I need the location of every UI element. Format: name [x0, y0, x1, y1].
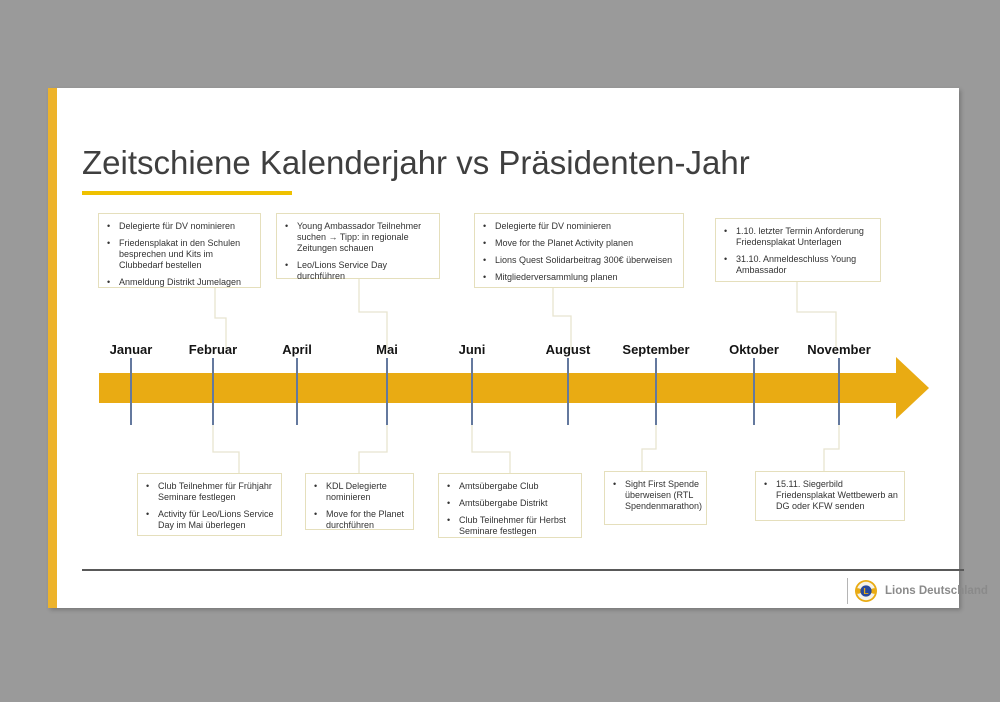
- callout-item: • Leo/Lions Service Day durchführen: [281, 260, 433, 282]
- bottom-callout-box-juni: [438, 473, 582, 538]
- callout-item: • Friedensplakat in den Schulen besprechen und Kits im Clubbedarf bestellen: [103, 238, 254, 271]
- bottom-callout-box-februar: [137, 473, 282, 536]
- callout-item: • KDL Delegierte nominieren: [310, 481, 407, 503]
- month-label: April: [282, 342, 312, 357]
- top-callout-box-april-mai: [276, 213, 440, 279]
- callout-item: • Amtsübergabe Distrikt: [443, 498, 575, 509]
- month-tick: [567, 358, 569, 425]
- month-tick: [212, 358, 214, 425]
- title-underline: [82, 191, 292, 195]
- callout-item: • Move for the Planet Activity planen: [479, 238, 677, 249]
- callout-item: • Club Teilnehmer für Frühjahr Seminare festlegen: [142, 481, 275, 503]
- month-label: Oktober: [729, 342, 779, 357]
- month-label: Mai: [376, 342, 398, 357]
- month-tick: [753, 358, 755, 425]
- month-tick: [130, 358, 132, 425]
- callout-item: • Sight First Spende überweisen (RTL Spendenmarathon): [609, 479, 700, 512]
- callout-item: • Club Teilnehmer für Herbst Seminare festlegen: [443, 515, 575, 537]
- page-title: Zeitschiene Kalenderjahr vs Präsidenten-Jahr: [82, 144, 750, 181]
- presentation-slide: [48, 88, 988, 608]
- callout-item: • Move for the Planet durchführen: [310, 509, 407, 531]
- bottom-callout-box-september: [604, 471, 707, 525]
- month-label: August: [545, 342, 591, 357]
- footer-divider: [847, 578, 848, 604]
- callout-item: • 15.11. Siegerbild Friedensplakat Wettbewerb an DG oder KFW senden: [760, 479, 898, 512]
- month-label: Februar: [188, 342, 238, 357]
- callout-item: • Activity für Leo/Lions Service Day im Mai überlegen: [142, 509, 275, 531]
- top-callout-box-januar: [98, 213, 261, 288]
- month-tick: [386, 358, 388, 425]
- lions-logo-icon: [854, 579, 878, 603]
- callout-item: • Young Ambassador Teilnehmer suchen → Tipp: in regionale Zeitungen schauen: [281, 221, 433, 254]
- month-label: Juni: [458, 342, 486, 357]
- callout-item: • Amtsübergabe Club: [443, 481, 575, 492]
- bottom-callout-box-mai: [305, 473, 414, 530]
- callout-item: • Delegierte für DV nominieren: [103, 221, 254, 232]
- callout-item: • Mitgliederversammlung planen: [479, 272, 677, 283]
- month-tick: [471, 358, 473, 425]
- top-callout-box-juni-august: [474, 213, 684, 288]
- top-callout-box-oktober: [715, 218, 881, 282]
- callout-item: • 1.10. letzter Termin Anforderung Friedensplakat Unterlagen: [720, 226, 874, 248]
- month-label: Januar: [109, 342, 153, 357]
- bottom-callout-box-november: [755, 471, 905, 521]
- footer-rule: [82, 569, 964, 571]
- callout-item: • Delegierte für DV nominieren: [479, 221, 677, 232]
- timeline-arrow: [99, 373, 896, 403]
- callout-item: • Lions Quest Solidarbeitrag 300€ überweisen: [479, 255, 677, 266]
- month-tick: [838, 358, 840, 425]
- svg-text:L: L: [863, 586, 869, 597]
- timeline-arrow-head: [896, 357, 929, 419]
- callout-item: • Anmeldung Distrikt Jumelagen: [103, 277, 254, 288]
- month-label: September: [622, 342, 690, 357]
- month-label: November: [807, 342, 871, 357]
- month-tick: [655, 358, 657, 425]
- month-tick: [296, 358, 298, 425]
- brand-label: Lions Deutschland: [885, 585, 988, 597]
- callout-item: • 31.10. Anmeldeschluss Young Ambassador: [720, 254, 874, 276]
